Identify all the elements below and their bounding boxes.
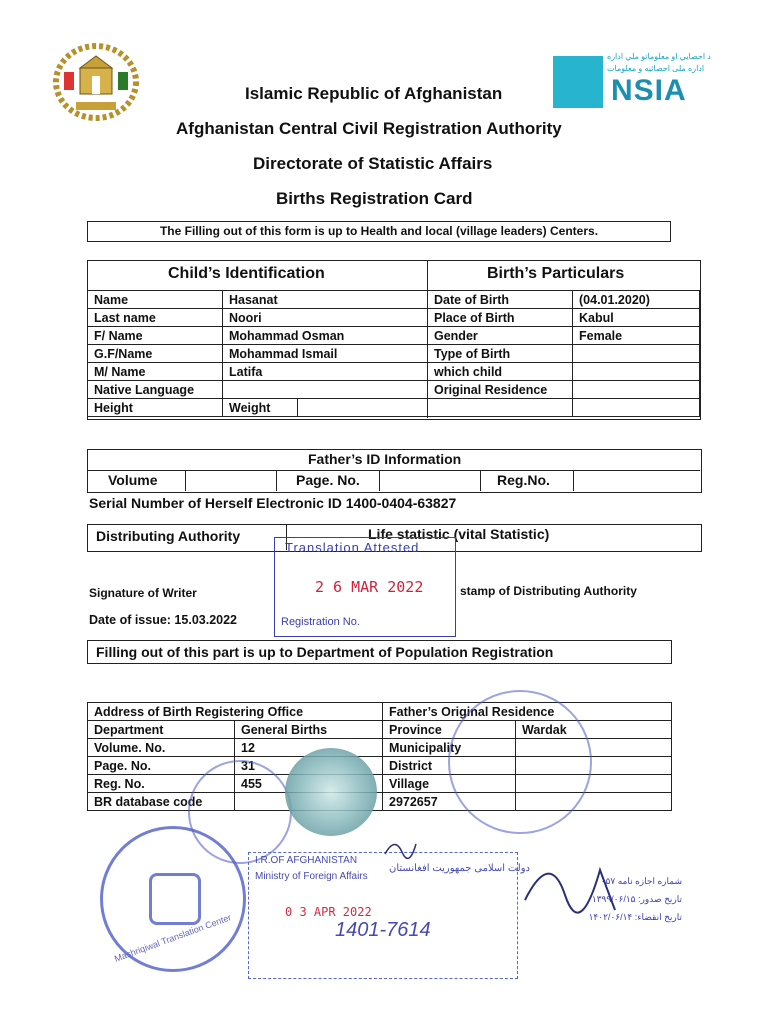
table-row xyxy=(428,291,700,309)
cell: Page. No. xyxy=(88,757,235,775)
life-statistic: Life statistic (vital Statistic) xyxy=(368,526,550,542)
nsia-arabic-2: د احصايي او معلوماتو ملي اداره xyxy=(607,52,711,61)
table-row xyxy=(88,703,383,721)
table-row xyxy=(428,309,700,327)
cell: Village xyxy=(383,775,516,793)
cell: Height xyxy=(88,399,223,417)
translation-stamp-title: Translation Attested xyxy=(285,540,420,555)
cell: Mohammad Ismail xyxy=(223,345,428,363)
official-seal-circle xyxy=(448,690,592,834)
table-row xyxy=(428,345,700,363)
mashriqiwal-stamp xyxy=(100,826,246,972)
cell: Wardak xyxy=(516,721,672,739)
cell: 31 xyxy=(235,757,383,775)
cell xyxy=(223,381,428,399)
cell: (04.01.2020) xyxy=(573,291,700,309)
signature-scribble xyxy=(380,834,420,864)
mofa-number: 1401-7614 xyxy=(335,919,431,941)
father-id-heading: Father’s ID Information xyxy=(308,451,462,467)
translation-stamp xyxy=(274,537,456,637)
cell: Father’s Original Residence xyxy=(383,703,672,721)
cell: 455 xyxy=(235,775,383,793)
cell: Address of Birth Registering Office xyxy=(88,703,383,721)
right-stamp-line-1: شماره اجازه نامه ۰۵۷ xyxy=(600,876,682,886)
cell: BR database code xyxy=(88,793,235,811)
divider xyxy=(379,470,380,491)
cell: Noori xyxy=(223,309,428,327)
cell: Volume. No. xyxy=(88,739,235,757)
table-row xyxy=(88,363,428,381)
divider xyxy=(87,470,700,471)
nsia-logo-text: NSIA xyxy=(611,74,687,107)
translation-stamp-date: 2 6 MAR 2022 xyxy=(315,578,424,596)
header-title-1: Islamic Republic of Afghanistan xyxy=(245,84,503,103)
cell: 2972657 xyxy=(383,793,516,811)
cell xyxy=(298,399,428,417)
notice-box xyxy=(87,221,671,242)
cell: Type of Birth xyxy=(428,345,573,363)
nsia-logo-mark xyxy=(553,56,603,108)
table-row xyxy=(88,291,428,309)
cell: Mohammad Osman xyxy=(223,327,428,345)
population-notice-box xyxy=(87,640,672,664)
birth-table xyxy=(427,290,700,417)
stamp-label: stamp of Distributing Authority xyxy=(460,584,637,598)
table-row xyxy=(428,327,700,345)
mashriqiwal-stamp-text: Mashriqiwal Translation Center xyxy=(113,912,233,964)
cell: District xyxy=(383,757,516,775)
cell: which child xyxy=(428,363,573,381)
birth-heading: Birth’s Particulars xyxy=(487,265,625,282)
reg-label: Reg.No. xyxy=(497,472,550,488)
child-table xyxy=(87,290,428,417)
serial-number: Serial Number of Herself Electronic ID 1400-0404-63827 xyxy=(89,495,457,511)
table-row xyxy=(88,327,428,345)
notice-text: The Filling out of this form is up to Health and local (village leaders) Centers. xyxy=(159,224,599,238)
pen-icon xyxy=(149,873,201,925)
table-row xyxy=(88,309,428,327)
cell: Department xyxy=(88,721,235,739)
cell: Name xyxy=(88,291,223,309)
table-row xyxy=(88,721,383,739)
signature-label: Signature of Writer xyxy=(89,586,197,600)
cell: Weight xyxy=(223,399,298,417)
cell: Female xyxy=(573,327,700,345)
divider xyxy=(276,470,277,491)
cell: 12 xyxy=(235,739,383,757)
nsia-logo xyxy=(553,52,711,112)
cell: Native Language xyxy=(88,381,223,399)
cell: F/ Name xyxy=(88,327,223,345)
mofa-stamp xyxy=(248,852,531,979)
population-notice: Filling out of this part is up to Department of Population Registration xyxy=(96,644,554,660)
cell: Date of Birth xyxy=(428,291,573,309)
cell xyxy=(428,399,573,417)
page-label: Page. No. xyxy=(296,472,360,488)
header-title-4: Births Registration Card xyxy=(276,189,473,208)
translation-stamp-reg: Registration No. xyxy=(281,616,360,628)
cell: General Births xyxy=(235,721,383,739)
header-title-3: Directorate of Statistic Affairs xyxy=(253,154,493,173)
mofa-date: 0 3 APR 2022 xyxy=(285,905,372,919)
mofa-line-1: I.R.OF AFGHANISTAN xyxy=(255,855,358,866)
cell: Latifa xyxy=(223,363,428,381)
cell: M/ Name xyxy=(88,363,223,381)
divider xyxy=(573,470,574,491)
cell: Province xyxy=(383,721,516,739)
divider xyxy=(480,470,481,491)
table-row xyxy=(88,345,428,363)
volume-label: Volume xyxy=(108,472,158,488)
divider xyxy=(185,470,186,491)
nsia-arabic-1: اداره ملی احصائیه و معلومات xyxy=(607,64,705,73)
cell: Last name xyxy=(88,309,223,327)
cell xyxy=(573,381,700,399)
cell: Reg. No. xyxy=(88,775,235,793)
table-row xyxy=(88,399,428,417)
cell: Gender xyxy=(428,327,573,345)
table-row xyxy=(428,363,700,381)
right-stamp-line-3: تاریخ انقضاء: ۱۴۰۲/۰۶/۱۴ xyxy=(588,912,682,922)
cell xyxy=(573,399,700,417)
right-stamp-line-2: تاریخ صدور: ۱۳۹۹/۰۶/۱۵ xyxy=(591,894,682,904)
date-of-issue: Date of issue: 15.03.2022 xyxy=(89,613,237,627)
mofa-arabic: دولت اسلامی جمهوریت افغانستان xyxy=(389,863,531,874)
hologram-seal xyxy=(285,748,377,836)
cell xyxy=(573,363,700,381)
mofa-line-2: Ministry of Foreign Affairs xyxy=(255,871,368,882)
table-row xyxy=(88,381,428,399)
table-row xyxy=(428,399,700,417)
cell: Original Residence xyxy=(428,381,573,399)
cell: G.F/Name xyxy=(88,345,223,363)
cell: Municipality xyxy=(383,739,516,757)
distributing-label: Distributing Authority xyxy=(96,528,241,544)
cell: Kabul xyxy=(573,309,700,327)
header-title-2: Afghanistan Central Civil Registration Authority xyxy=(176,119,562,138)
table-row xyxy=(428,381,700,399)
child-heading: Child’s Identification xyxy=(168,265,325,282)
cell xyxy=(573,345,700,363)
signature-scribble xyxy=(520,840,620,920)
cell: Place of Birth xyxy=(428,309,573,327)
cell: Hasanat xyxy=(223,291,428,309)
afghanistan-emblem xyxy=(50,40,142,122)
